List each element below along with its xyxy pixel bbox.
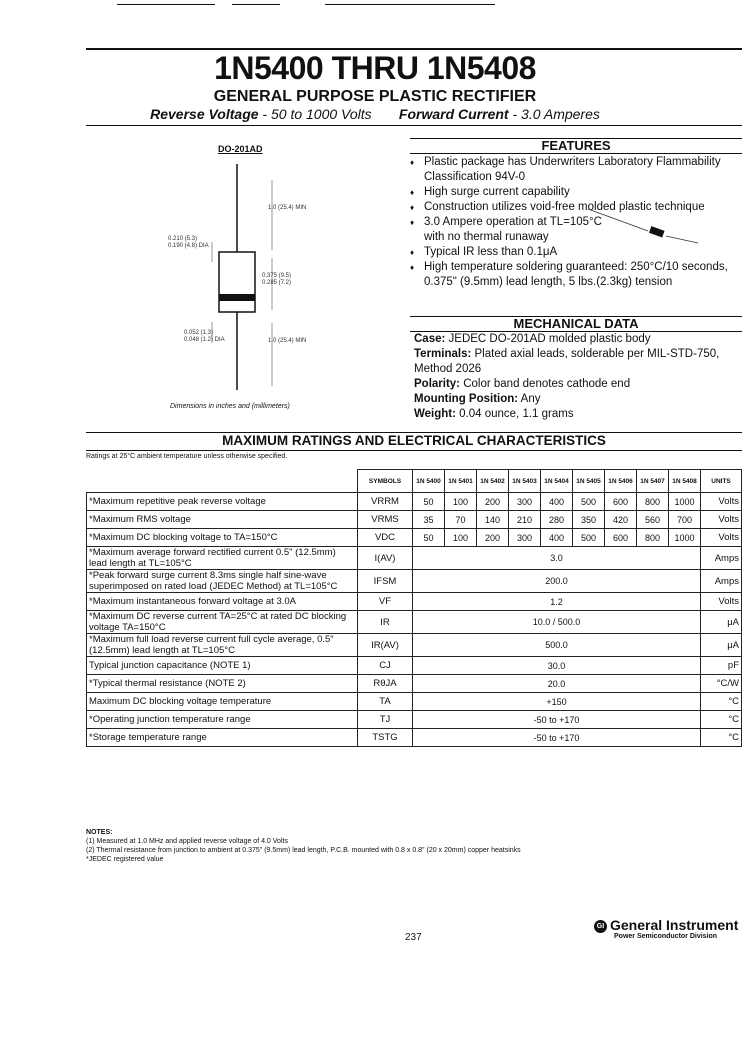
part-number-header: 1N 5405 [573, 470, 605, 493]
features-heading: FEATURES [541, 138, 611, 153]
package-diagram [150, 158, 330, 398]
symbol-cell: I(AV) [358, 547, 413, 570]
parameter-cell: *Maximum DC reverse current TA=25°C at rated DC blocking voltage TA=150°C [87, 611, 358, 634]
table-row [87, 693, 742, 711]
mechanical-row [414, 377, 744, 392]
value-cell: 50 [413, 529, 445, 547]
reverse-voltage-value: - 50 to 1000 Volts [258, 106, 372, 122]
ratings-table [86, 469, 742, 747]
unit-cell: °C [701, 693, 742, 711]
diode-sketch [586, 205, 706, 245]
page-number: 237 [405, 932, 422, 943]
parameter-cell: *Maximum repetitive peak reverse voltage [87, 493, 358, 511]
dim-lead-diameter: 0.052 (1.3) 0.048 (1.2) DIA [184, 330, 225, 343]
part-number-header: 1N 5404 [541, 470, 573, 493]
feature-item: ♦ High temperature soldering guaranteed: 250°C/10 seconds, 0.375" (9.5mm) lead length, 5 lbs.(2.3kg) tension [410, 260, 740, 290]
value-cell: 700 [669, 511, 701, 529]
value-cell: 400 [541, 529, 573, 547]
table-row [87, 634, 742, 657]
symbol-cell: RθJA [358, 675, 413, 693]
value-cell: 140 [477, 511, 509, 529]
value-cell: 210 [509, 511, 541, 529]
feature-item: ♦ Plastic package has Underwriters Laboratory Flammability Classification 94V-0 [410, 155, 740, 185]
mechanical-label: Terminals: [414, 348, 472, 360]
unit-cell: °C [701, 711, 742, 729]
notes-heading: NOTES: [86, 829, 113, 836]
feature-item: ♦ 3.0 Ampere operation at TL=105°C with no thermal runaway [410, 215, 624, 245]
parameter-cell: Typical junction capacitance (NOTE 1) [87, 657, 358, 675]
top-rule-fragment-3 [325, 4, 495, 5]
symbol-cell: TSTG [358, 729, 413, 747]
forward-current-value: - 3.0 Amperes [508, 106, 600, 122]
value-cell: 100 [445, 529, 477, 547]
header-blank-cell [87, 470, 358, 493]
value-cell: 10.0 / 500.0 [413, 611, 701, 634]
value-cell: 200 [477, 529, 509, 547]
table-row [87, 570, 742, 593]
part-number-header: 1N 5400 [413, 470, 445, 493]
mechanical-row [414, 332, 744, 347]
value-cell: 200.0 [413, 570, 701, 593]
mechanical-row [414, 407, 744, 422]
symbol-cell: VRRM [358, 493, 413, 511]
table-row [87, 529, 742, 547]
dim-body-diameter: 0.210 (5.3) 0.190 (4.8) DIA [168, 236, 209, 249]
note-line: (2) Thermal resistance from junction to ambient at 0.375" (9.5mm) lead length, P.C.B. mounted with 0.8 x 0.8" (20 x 20mm) copper heatsinks [86, 847, 521, 854]
symbol-cell: TJ [358, 711, 413, 729]
unit-cell: pF [701, 657, 742, 675]
subtitle-rule [86, 125, 742, 126]
top-rule-fragment-2 [232, 4, 280, 5]
symbol-cell: VF [358, 593, 413, 611]
unit-cell: Volts [701, 493, 742, 511]
brand-logo [594, 917, 738, 933]
value-cell: 20.0 [413, 675, 701, 693]
note-line: (1) Measured at 1.0 MHz and applied reverse voltage of 4.0 Volts [86, 838, 288, 845]
mechanical-row [414, 347, 744, 377]
value-cell: 500.0 [413, 634, 701, 657]
value-cell: 800 [637, 493, 669, 511]
mechanical-text: 0.04 ounce, 1.1 grams [455, 408, 574, 420]
page-subtitle: GENERAL PURPOSE PLASTIC RECTIFIER [213, 88, 537, 105]
value-cell: 3.0 [413, 547, 701, 570]
package-name: DO-201AD [218, 144, 263, 154]
table-row [87, 611, 742, 634]
dim-lower-lead: 1.0 (25.4) MIN [268, 338, 307, 344]
ratings-note: Ratings at 25°C ambient temperature unless otherwise specified. [86, 453, 288, 460]
value-cell: 600 [605, 493, 637, 511]
unit-cell: Amps [701, 570, 742, 593]
value-cell: -50 to +170 [413, 729, 701, 747]
value-cell: 280 [541, 511, 573, 529]
part-number-header: 1N 5403 [509, 470, 541, 493]
brand-name: General Instrument [610, 917, 739, 933]
reverse-voltage-label: Reverse Voltage [150, 106, 259, 122]
parameter-cell: *Storage temperature range [87, 729, 358, 747]
value-cell: 600 [605, 529, 637, 547]
parameter-cell: *Maximum RMS voltage [87, 511, 358, 529]
ratings-rule-bottom [86, 450, 742, 451]
table-row [87, 657, 742, 675]
mechanical-text: JEDEC DO-201AD molded plastic body [445, 333, 651, 345]
forward-current-label: Forward Current [398, 106, 509, 122]
brand-division: Power Semiconductor Division [614, 933, 718, 940]
value-cell: 560 [637, 511, 669, 529]
table-row [87, 711, 742, 729]
mechanical-heading: MECHANICAL DATA [513, 316, 639, 331]
unit-cell: Volts [701, 593, 742, 611]
value-cell: 30.0 [413, 657, 701, 675]
value-cell: 500 [573, 493, 605, 511]
value-cell: 100 [445, 493, 477, 511]
note-line: *JEDEC registered value [86, 856, 164, 863]
symbols-header: SYMBOLS [358, 470, 413, 493]
parameter-cell: *Maximum DC blocking voltage to TA=150°C [87, 529, 358, 547]
mechanical-label: Polarity: [414, 378, 461, 390]
table-row [87, 729, 742, 747]
symbol-cell: TA [358, 693, 413, 711]
unit-cell: Amps [701, 547, 742, 570]
feature-item: ♦ High surge current capability [410, 185, 740, 200]
table-row [87, 493, 742, 511]
unit-cell: μA [701, 634, 742, 657]
parameter-cell: *Maximum instantaneous forward voltage at 3.0A [87, 593, 358, 611]
symbol-cell: VDC [358, 529, 413, 547]
table-header-row [87, 470, 742, 493]
units-header: UNITS [701, 470, 742, 493]
value-cell: +150 [413, 693, 701, 711]
part-number-header: 1N 5408 [669, 470, 701, 493]
value-cell: 35 [413, 511, 445, 529]
mechanical-row [414, 392, 744, 407]
mechanical-label: Weight: [414, 408, 456, 420]
notes [86, 828, 521, 864]
symbol-cell: IR(AV) [358, 634, 413, 657]
value-cell: 70 [445, 511, 477, 529]
symbol-cell: CJ [358, 657, 413, 675]
unit-cell: °C/W [701, 675, 742, 693]
value-cell: 350 [573, 511, 605, 529]
part-number-header: 1N 5401 [445, 470, 477, 493]
value-cell: 50 [413, 493, 445, 511]
dim-body-length: 0.375 (9.5) 0.285 (7.2) [262, 273, 292, 286]
value-cell: 300 [509, 493, 541, 511]
symbol-cell: IR [358, 611, 413, 634]
part-number-header: 1N 5407 [637, 470, 669, 493]
table-row [87, 511, 742, 529]
part-number-header: 1N 5406 [605, 470, 637, 493]
value-cell: 1.2 [413, 593, 701, 611]
dim-upper-lead: 1.0 (25.4) MIN [268, 205, 307, 211]
gi-logo-icon: GI [594, 920, 607, 933]
parameter-cell: *Maximum full load reverse current full cycle average, 0.5" (12.5mm) lead length at TL=105°C [87, 634, 358, 657]
ratings-heading: MAXIMUM RATINGS AND ELECTRICAL CHARACTERISTICS [222, 433, 606, 448]
symbol-cell: VRMS [358, 511, 413, 529]
table-row [87, 547, 742, 570]
value-cell: 420 [605, 511, 637, 529]
value-cell: 400 [541, 493, 573, 511]
symbol-cell: IFSM [358, 570, 413, 593]
value-cell: 300 [509, 529, 541, 547]
parameter-cell: *Operating junction temperature range [87, 711, 358, 729]
value-cell: 1000 [669, 493, 701, 511]
feature-item: ♦ Typical IR less than 0.1μA [410, 245, 740, 260]
feature-item: ♦ Construction utilizes void-free molded plastic technique [410, 200, 740, 215]
ratings-summary [0, 106, 750, 122]
part-number-header: 1N 5402 [477, 470, 509, 493]
mechanical-text: Plated axial leads, solderable per MIL-STD-750, Method 2026 [414, 348, 720, 375]
mechanical-text: Any [518, 393, 541, 405]
parameter-cell: Maximum DC blocking voltage temperature [87, 693, 358, 711]
value-cell: 1000 [669, 529, 701, 547]
unit-cell: Volts [701, 529, 742, 547]
value-cell: 800 [637, 529, 669, 547]
unit-cell: °C [701, 729, 742, 747]
value-cell: -50 to +170 [413, 711, 701, 729]
mechanical-label: Mounting Position: [414, 393, 519, 405]
features-rule-bottom [410, 153, 742, 154]
unit-cell: Volts [701, 511, 742, 529]
mechanical-data [414, 332, 744, 422]
top-rule-fragment-1 [117, 4, 215, 5]
dimensions-note: Dimensions in inches and (millimeters) [170, 403, 290, 410]
table-row [87, 675, 742, 693]
page-title: 1N5400 THRU 1N5408 [214, 50, 536, 86]
parameter-cell: *Maximum average forward rectified current 0.5" (12.5mm) lead length at TL=105°C [87, 547, 358, 570]
table-row [87, 593, 742, 611]
value-cell: 500 [573, 529, 605, 547]
mechanical-label: Case: [414, 333, 446, 345]
parameter-cell: *Peak forward surge current 8.3ms single half sine-wave superimposed on rated load (JEDEC Method) at TL=105°C [87, 570, 358, 593]
parameter-cell: *Typical thermal resistance (NOTE 2) [87, 675, 358, 693]
value-cell: 200 [477, 493, 509, 511]
mechanical-text: Color band denotes cathode end [460, 378, 631, 390]
unit-cell: μA [701, 611, 742, 634]
